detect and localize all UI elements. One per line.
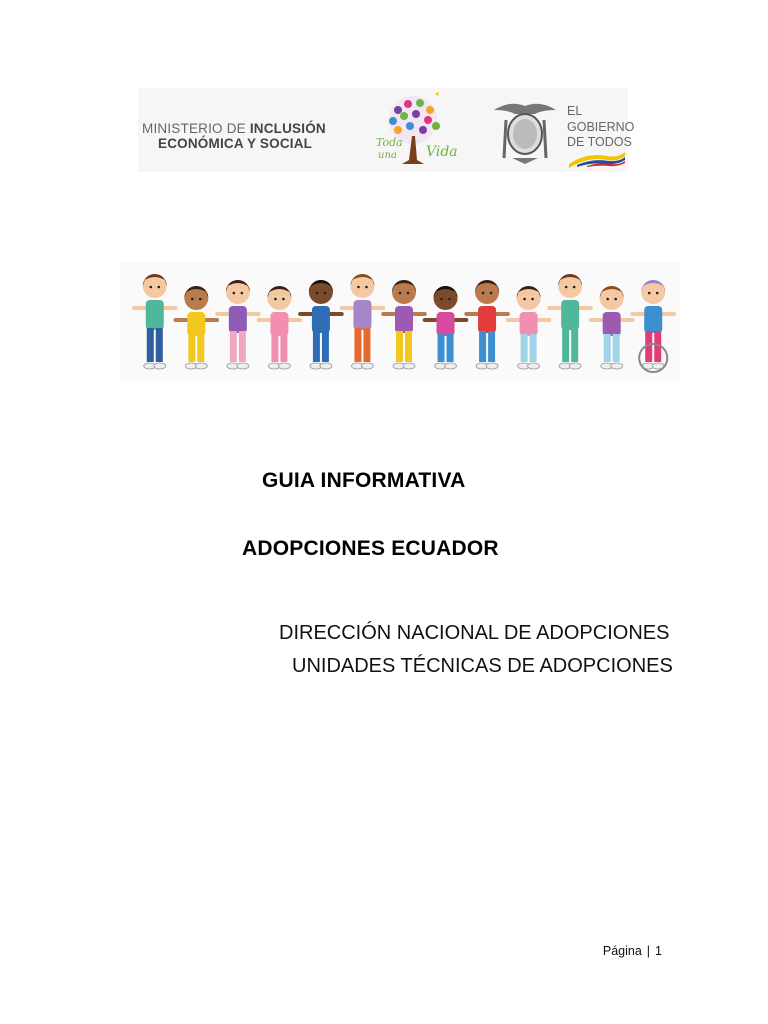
gobierno-line3: DE TODOS — [567, 135, 632, 149]
flag-ribbon-icon — [567, 150, 627, 168]
child-figure — [176, 286, 218, 369]
tree-text-una: una — [378, 150, 397, 161]
tree-text-vida: Vida — [426, 144, 458, 160]
page-footer — [603, 944, 662, 958]
document-subtitle: ADOPCIONES ECUADOR — [242, 537, 499, 560]
child-figure — [466, 280, 508, 369]
document-title: GUIA INFORMATIVA — [262, 469, 466, 492]
tree-text-toda: Toda — [376, 136, 403, 149]
child-figure — [259, 286, 301, 369]
gobierno-line1: EL — [567, 104, 583, 118]
child-figure — [300, 280, 342, 369]
department-line1: DIRECCIÓN NACIONAL DE ADOPCIONES — [279, 622, 670, 644]
child-figure — [342, 274, 384, 369]
ecuador-coat-of-arms-icon — [490, 96, 560, 166]
ministry-logo-text — [142, 121, 326, 136]
child-figure — [508, 286, 550, 369]
children-holding-hands-illustration — [120, 262, 680, 380]
ministry-line1-light: MINISTERIO DE — [142, 121, 250, 136]
page-label: Página — [602, 944, 642, 958]
page-number: 1 — [655, 944, 662, 958]
child-figure — [383, 280, 425, 369]
ministry-line2: ECONÓMICA Y SOCIAL — [158, 136, 313, 151]
page-separator: | — [646, 944, 651, 958]
child-figure — [425, 286, 467, 369]
child-figure — [217, 280, 259, 369]
ministry-line1-bold: INCLUSIÓN — [249, 121, 326, 136]
toda-una-vida-tree-logo — [368, 88, 458, 172]
department-line2: UNIDADES TÉCNICAS DE ADOPCIONES — [292, 655, 673, 677]
child-figure — [549, 274, 591, 369]
gobierno-line2: GOBIERNO — [567, 120, 635, 134]
child-figure — [134, 274, 176, 369]
child-figure — [591, 286, 633, 369]
